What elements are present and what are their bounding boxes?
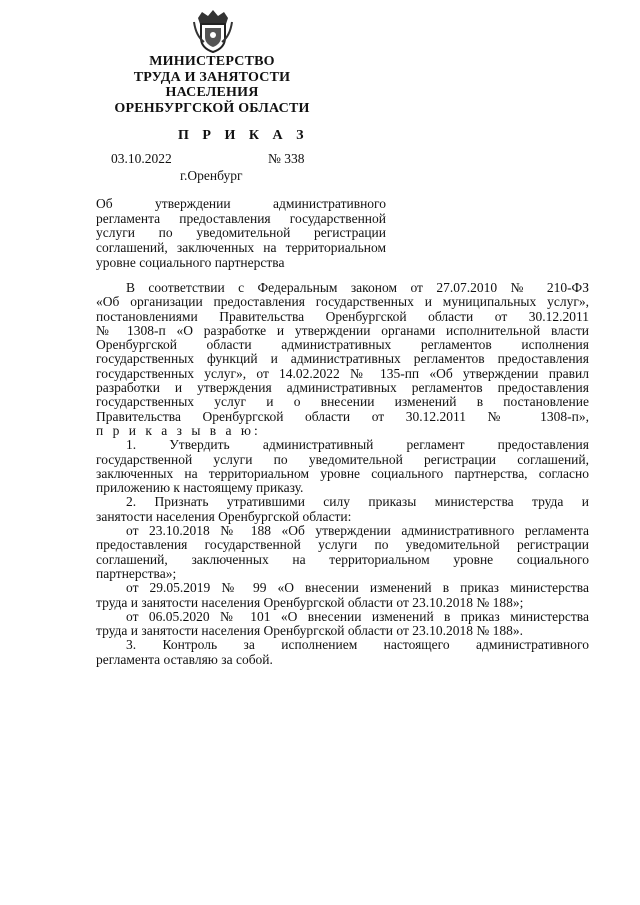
item1-line: 1. Утвердить административный регламент предоставления bbox=[126, 438, 589, 453]
orders-word: п р и к а з ы в а ю: bbox=[96, 423, 261, 438]
ministry-line: ТРУДА И ЗАНЯТОСТИ bbox=[133, 69, 291, 85]
preamble-line: Оренбургской области административных регламентов исполнения bbox=[96, 338, 589, 353]
subject-line: уровне социального партнерства bbox=[96, 255, 285, 270]
item2-line: занятости населения Оренбургской области: bbox=[96, 509, 352, 524]
ministry-line: МИНИСТЕРСТВО bbox=[149, 54, 275, 69]
subject-line: соглашений, заключенных на территориальном bbox=[96, 241, 386, 256]
item3-line: регламента оставляю за собой. bbox=[96, 652, 273, 667]
preamble-line: Правительства Оренбургской области от 30.12.2011 № 1308-п», bbox=[96, 409, 589, 424]
preamble-line: государственных функций и административных регламентов предоставления bbox=[96, 352, 589, 367]
subject-line: Об утверждении административного bbox=[96, 197, 386, 211]
document-city: г.Оренбург bbox=[180, 168, 243, 183]
item2a-line: соглашений, заключенных на территориальном уровне социального bbox=[96, 552, 589, 567]
item2a-line: предоставления государственной услуги по уведомительной регистрации bbox=[96, 538, 589, 553]
document-date: 03.10.2022 bbox=[111, 151, 172, 166]
document-body bbox=[96, 281, 589, 667]
preamble-line: «Об организации предоставления государственных и муниципальных услуг», bbox=[96, 295, 589, 310]
item2b-line: от 29.05.2019 № 99 «О внесении изменений в приказ министерства bbox=[126, 581, 589, 596]
preamble-line: В соответствии с Федеральным законом от 27.07.2010 № 210-ФЗ bbox=[126, 281, 589, 295]
item2c-line: труда и занятости населения Оренбургской области от 23.10.2018 № 188». bbox=[96, 624, 523, 639]
ministry-name bbox=[96, 54, 328, 116]
preamble-line: государственных услуг и о внесении изменений в постановление bbox=[96, 395, 589, 410]
document-type-title: П Р И К А З bbox=[178, 128, 309, 143]
preamble-line: государственных услуг», от 14.02.2022 № 135-пп «Об утверждении правил bbox=[96, 366, 589, 381]
item2a-line: партнерства»; bbox=[96, 566, 177, 581]
item2b-line: труда и занятости населения Оренбургской области от 23.10.2018 № 188»; bbox=[96, 595, 524, 610]
document-number: № 338 bbox=[268, 151, 305, 166]
item2a-line: от 23.10.2018 № 188 «Об утверждении административного регламента bbox=[126, 524, 589, 539]
preamble-line: № 1308-п «О разработке и утверждении органами исполнительной власти bbox=[96, 323, 589, 338]
coat-of-arms-icon bbox=[192, 8, 234, 54]
subject-line: регламента предоставления государственной bbox=[96, 211, 386, 226]
item3-line: 3. Контроль за исполнением настоящего административного bbox=[126, 638, 589, 653]
preamble-line: постановлениями Правительства Оренбургской области от 30.12.2011 bbox=[96, 309, 589, 324]
item1-line: приложению к настоящему приказу. bbox=[96, 481, 304, 496]
subject-line: услуги по уведомительной регистрации bbox=[96, 226, 386, 241]
document-subject bbox=[96, 197, 386, 270]
item2-line: 2. Признать утратившими силу приказы министерства труда и bbox=[126, 495, 589, 510]
ministry-line: ОРЕНБУРГСКОЙ ОБЛАСТИ bbox=[114, 100, 310, 116]
item1-line: государственной услуги по уведомительной регистрации соглашений, bbox=[96, 452, 589, 467]
ministry-line: НАСЕЛЕНИЯ bbox=[165, 85, 259, 100]
item2c-line: от 06.05.2020 № 101 «О внесении изменений в приказ министерства bbox=[126, 609, 589, 624]
item1-line: заключенных на территориальном уровне социального партнерства, согласно bbox=[96, 466, 589, 481]
preamble-line: разработки и утверждения административных регламентов предоставления bbox=[96, 381, 589, 396]
